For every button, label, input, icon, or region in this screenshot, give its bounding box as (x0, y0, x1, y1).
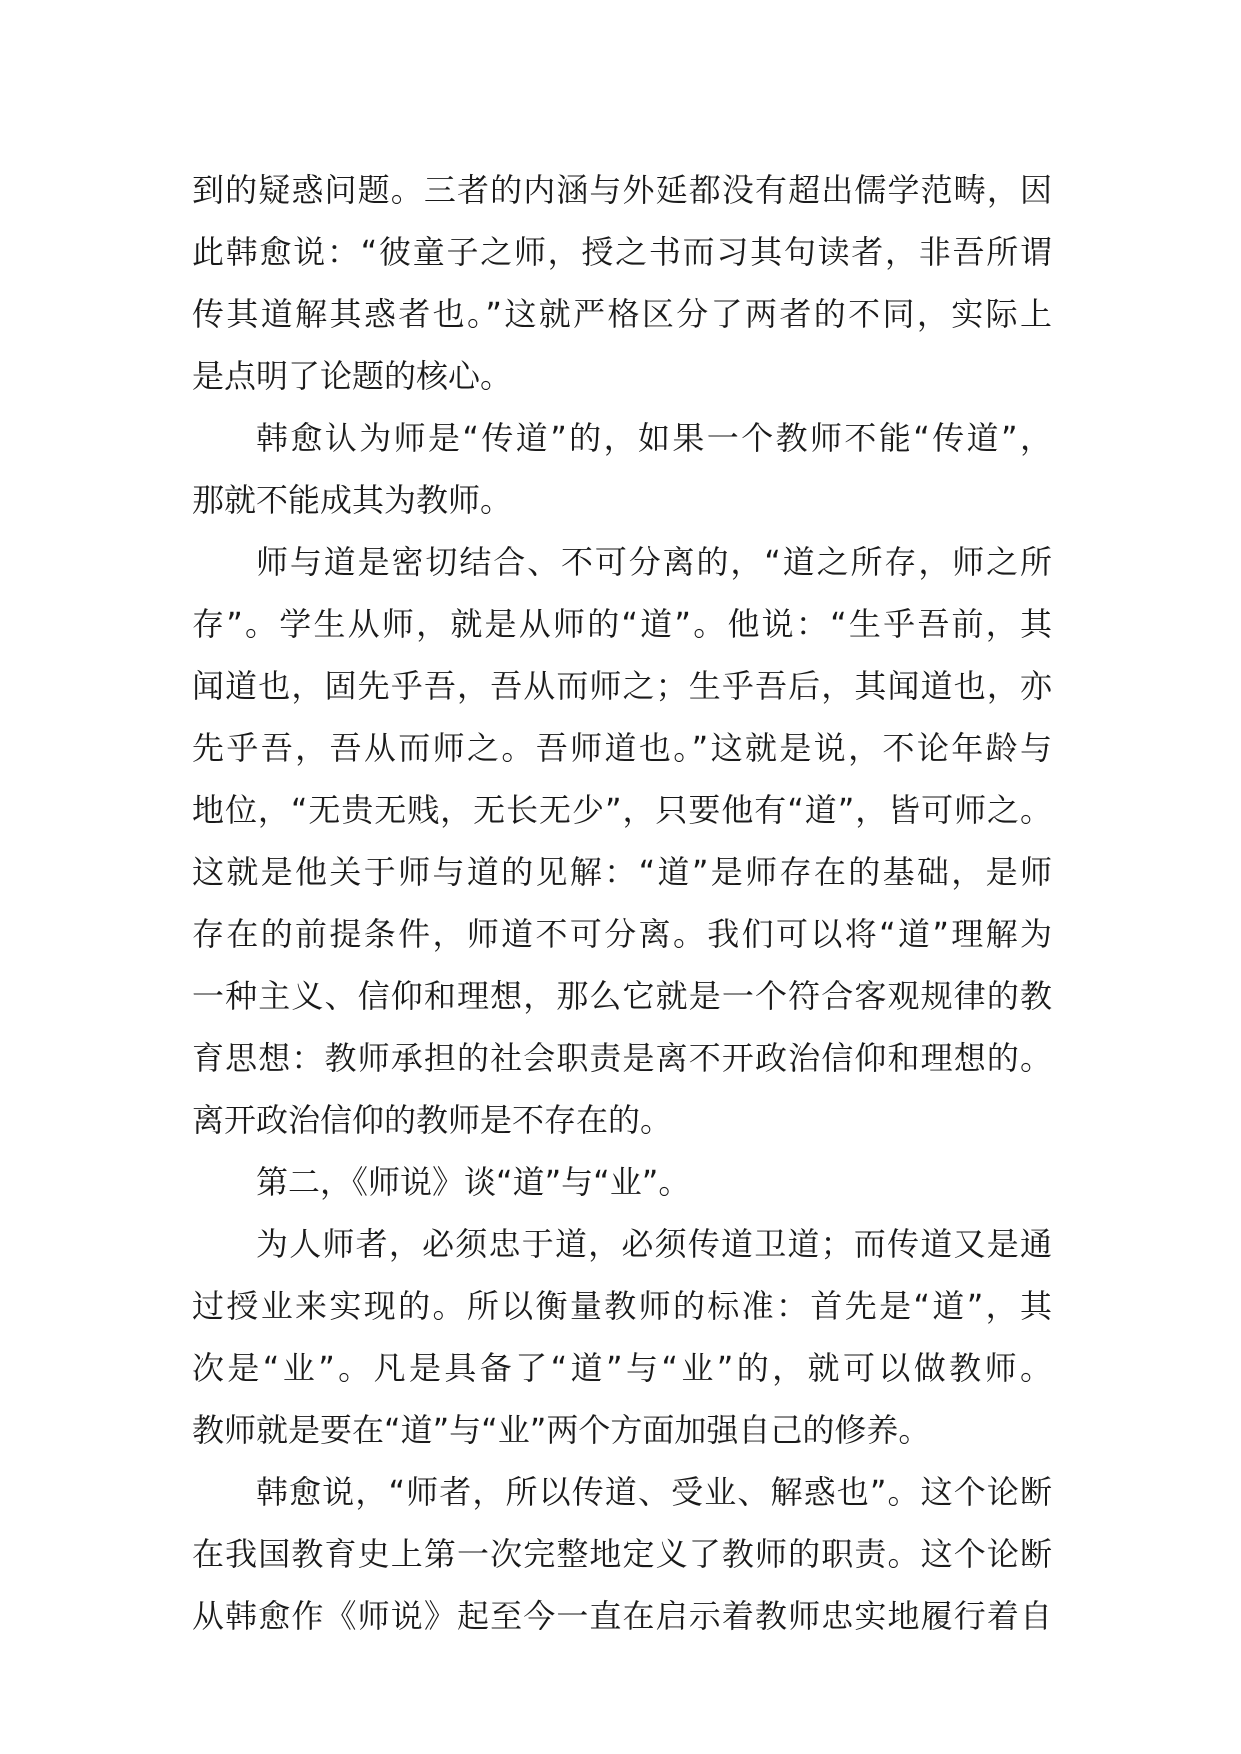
section-heading: 第二，《师说》谈“道”与“业”。 (256, 1163, 691, 1201)
text-line: 从韩愈作《师说》起至今一直在启示着教师忠实地履行着自 (192, 1597, 1052, 1635)
text-line: 到的疑惑问题。三者的内涵与外延都没有超出儒学范畴，因 (192, 171, 1052, 209)
text-line: 这就是他关于师与道的见解：“道”是师存在的基础，是师 (192, 853, 1052, 891)
text-line: 过授业来实现的。所以衡量教师的标准：首先是“道”，其 (192, 1287, 1052, 1325)
text-line: 那就不能成其为教师。 (192, 481, 513, 519)
text-line: 闻道也，固先乎吾，吾从而师之；生乎吾后，其闻道也，亦 (192, 667, 1052, 705)
text-line: 地位，“无贵无贱，无长无少”，只要他有“道”，皆可师之。 (192, 791, 1052, 829)
paragraph-first-line: 为人师者，必须忠于道，必须传道卫道；而传道又是通 (256, 1225, 1052, 1263)
text-line: 在我国教育史上第一次完整地定义了教师的职责。这个论断 (192, 1535, 1052, 1573)
text-line: 先乎吾，吾从而师之。吾师道也。”这就是说，不论年龄与 (192, 729, 1052, 767)
text-line: 存”。学生从师，就是从师的“道”。他说：“生乎吾前，其 (192, 605, 1052, 643)
text-line: 存在的前提条件，师道不可分离。我们可以将“道”理解为 (192, 915, 1052, 953)
text-line: 离开政治信仰的教师是不存在的。 (192, 1101, 673, 1139)
text-line: 传其道解其惑者也。”这就严格区分了两者的不同，实际上 (192, 295, 1052, 333)
paragraph-first-line: 师与道是密切结合、不可分离的，“道之所存，师之所 (256, 543, 1052, 581)
paragraph-first-line: 韩愈认为师是“传道”的，如果一个教师不能“传道”， (256, 419, 1052, 457)
text-line: 是点明了论题的核心。 (192, 357, 513, 395)
text-line: 次是“业”。凡是具备了“道”与“业”的，就可以做教师。 (192, 1349, 1052, 1387)
text-line: 育思想：教师承担的社会职责是离不开政治信仰和理想的。 (192, 1039, 1052, 1077)
text-line: 此韩愈说：“彼童子之师，授之书而习其句读者，非吾所谓 (192, 233, 1052, 271)
text-line: 教师就是要在“道”与“业”两个方面加强自己的修养。 (192, 1411, 931, 1449)
text-line: 一种主义、信仰和理想，那么它就是一个符合客观规律的教 (192, 977, 1052, 1015)
paragraph-first-line: 韩愈说，“师者，所以传道、受业、解惑也”。这个论断 (256, 1473, 1052, 1511)
